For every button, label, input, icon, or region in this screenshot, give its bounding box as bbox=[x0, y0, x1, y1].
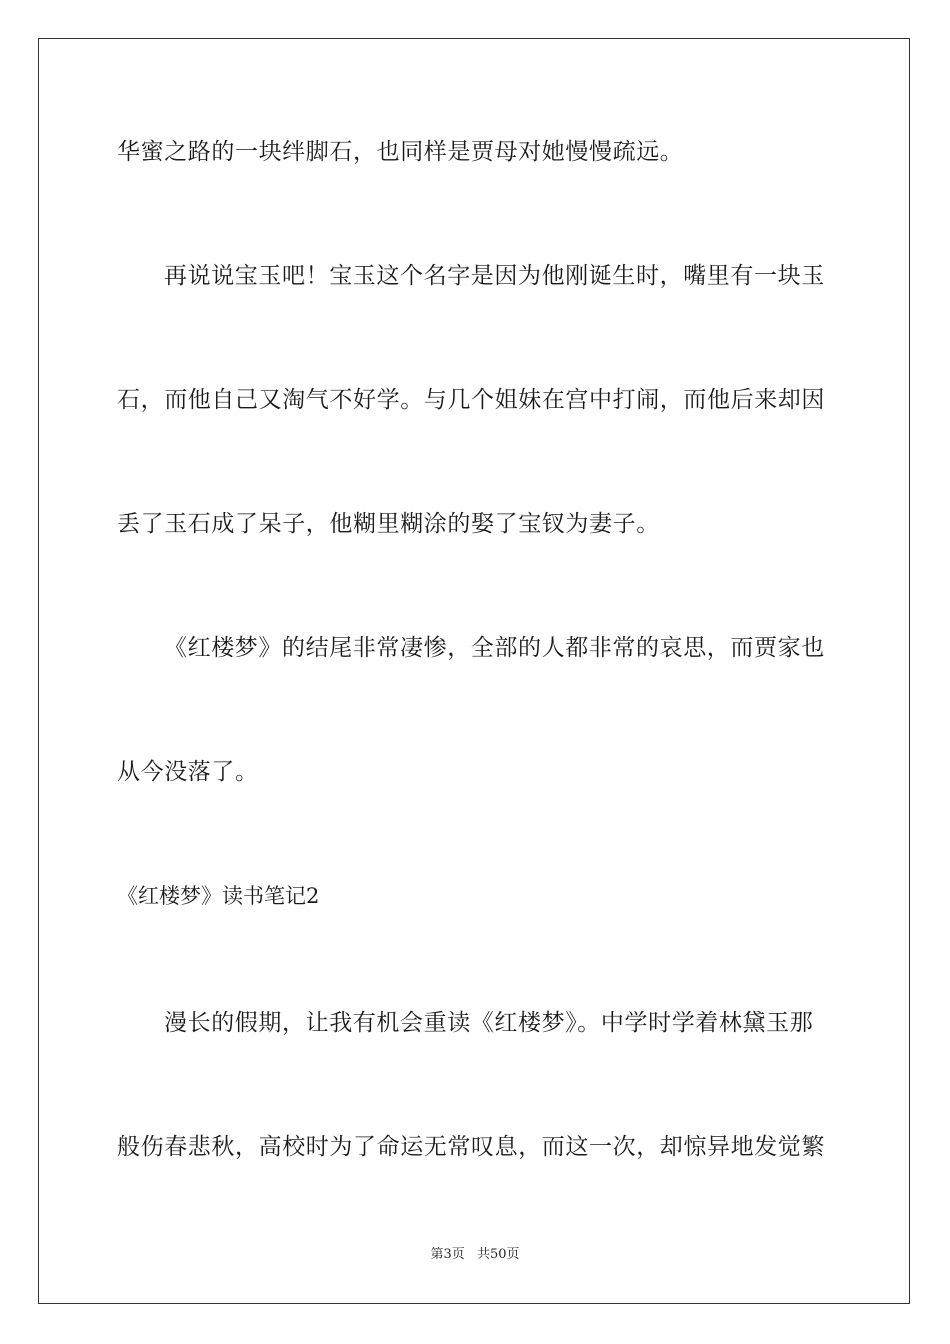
paragraph-line: 《红楼梦》的结尾非常凄惨，全部的人都非常的哀思，而贾家也 bbox=[164, 635, 825, 661]
paragraph-line: 再说说宝玉吧！宝玉这个名字是因为他刚诞生时，嘴里有一块玉 bbox=[164, 263, 825, 289]
paragraph-line: 漫长的假期，让我有机会重读《红楼梦》。中学时学着林黛玉那 bbox=[164, 1010, 814, 1036]
page-border bbox=[38, 38, 910, 1304]
paragraph-line: 般伤春悲秋，高校时为了命运无常叹息，而这一次，却惊异地发觉繁 bbox=[117, 1134, 825, 1160]
total-pages: 共50页 bbox=[476, 1247, 520, 1262]
section-heading: 《红楼梦》读书笔记2 bbox=[117, 884, 320, 908]
page-number: 第3页 bbox=[430, 1247, 465, 1262]
paragraph-line: 华蜜之路的一块绊脚石，也同样是贾母对她慢慢疏远。 bbox=[117, 139, 684, 165]
paragraph-line: 石，而他自己又淘气不好学。与几个姐妹在宫中打闹，而他后来却因 bbox=[117, 387, 825, 413]
page-footer bbox=[0, 1246, 950, 1264]
paragraph-line: 丢了玉石成了呆子，他糊里糊涂的娶了宝钗为妻子。 bbox=[117, 511, 660, 537]
paragraph-line: 从今没落了。 bbox=[117, 759, 259, 785]
